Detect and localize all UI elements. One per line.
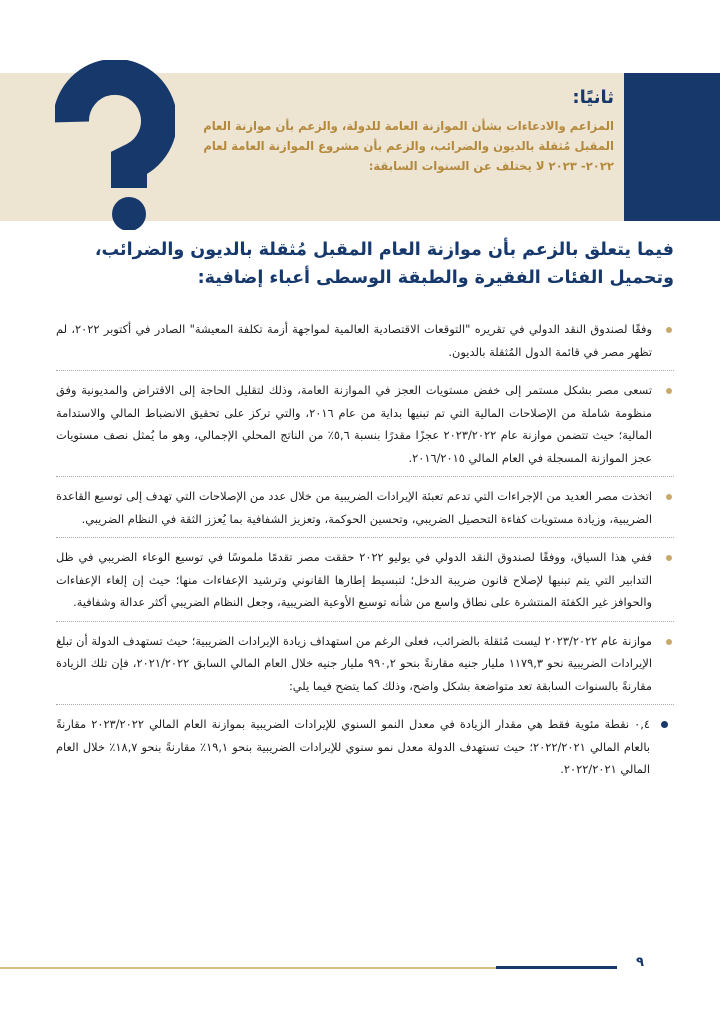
banner-text xyxy=(194,86,614,176)
footer-rule-gold xyxy=(0,967,496,969)
page-number: ٩ xyxy=(636,955,644,970)
banner-heading: ثانيًا: xyxy=(572,87,614,108)
list-item-text: ففي هذا السياق، ووفقًا لصندوق النقد الدولي في يوليو ٢٠٢٢ حققت مصر تقدمًا ملموسًا في توسيع الوعاء الضريبي في ظل التدابير التي يتم تبنيها لإصلاح قانون ضريبة الدخل؛ لتبسيط إطارها القانوني وترشيد الإعفاءات منها؛ حيث إن إلغاء الإعفاءات والحوافز غير الكفئة المنتشرة على نطاق واسع من شأنه توسيع الأوعية الضريبية، وجعل النظام الضريبي أكثر عدالة وشفافية. xyxy=(56,550,652,609)
bullet-icon xyxy=(666,639,672,645)
question-mark-icon xyxy=(55,60,175,230)
list-item-text: تسعى مصر بشكل مستمر إلى خفض مستويات العجز في الموازنة العامة، وذلك لتقليل الحاجة إلى الاقتراض والمديونية وفق منظومة شاملة من الإصلاحات المالية التي تم تبنيها بداية من عام ٢٠١٦، والتي تركز على تحقيق الانضباط المالي والاستدامة المالية؛ حيث تتضمن موازنة عام ٢٠٢٣/٢٠٢٢ عجزًا مقدرًا بنسبة ٥,٦٪ من الناتج المحلي الإجمالي، وهو ما يُمثل نصف مستويات عجز الموازنة المسجلة في العام المالي ٢٠١٦/٢٠١٥. xyxy=(56,383,652,465)
list-item xyxy=(56,546,674,614)
bullet-icon xyxy=(666,555,672,561)
bullet-icon xyxy=(666,327,672,333)
divider xyxy=(56,621,674,622)
divider xyxy=(56,537,674,538)
bullet-icon xyxy=(666,494,672,500)
bullet-icon xyxy=(666,388,672,394)
list-item-text: اتخذت مصر العديد من الإجراءات التي تدعم تعبئة الإيرادات الضريبية من خلال عدد من الإصلاحات التي تهدف إلى توسيع القاعدة الضريبية، وزيادة مستويات كفاءة التحصيل الضريبي، وتحسين الحوكمة، وتعزيز الشفافية بما يُعزز الثقة في النظام الضريبي. xyxy=(56,489,652,526)
banner-body: المزاعم والادعاءات بشأن الموازنة العامة للدولة، والزعم بأن موازنة العام المقبل مُثقلة بالديون والضرائب، والزعم بأن مشروع الموازنة العامة لعام ٢٠٢٢- ٢٠٢٣ لا يختلف عن السنوات السابقة: xyxy=(203,119,614,173)
sub-list-item xyxy=(56,713,674,781)
section-title: فيما يتعلق بالزعم بأن موازنة العام المقبل مُثقلة بالديون والضرائب، وتحميل الفئات الفقيرة والطبقة الوسطى أعباء إضافية: xyxy=(94,240,674,288)
list-item xyxy=(56,630,674,698)
list-item xyxy=(56,379,674,469)
list-item xyxy=(56,318,674,363)
divider xyxy=(56,704,674,705)
list-item xyxy=(56,485,674,530)
divider xyxy=(56,370,674,371)
sub-list-item-text: ٠,٤ نقطة مئوية فقط هي مقدار الزيادة في معدل النمو السنوي للإيرادات الضريبية بموازنة العام المالي ٢٠٢٣/٢٠٢٢ مقارنةً بالعام المالي ٢٠٢٢/٢٠٢١؛ حيث تستهدف الدولة معدل نمو سنوي للإيرادات الضريبية بنحو ١٩,١٪ مقارنةً بنحو ١٨,٧٪ خلال العام المالي ٢٠٢٢/٢٠٢١. xyxy=(56,717,651,776)
list-item-text: موازنة عام ٢٠٢٣/٢٠٢٢ ليست مُثقلة بالضرائب، فعلى الرغم من استهداف زيادة الإيرادات الضريبية؛ حيث تستهدف الدولة أن تبلغ الإيرادات الضريبية نحو ١١٧٩,٣ مليار جنيه مقارنةً بنحو ٩٩٠,٢ مليار جنيه خلال العام المالي السابق ٢٠٢١/٢٠٢٢، فإن تلك الزيادة مقارنةً بالسنوات السابقة تعد متواضعة بشكل واضح، وذلك كما يتضح فيما يلي: xyxy=(56,633,653,693)
content-body xyxy=(56,318,674,781)
divider xyxy=(56,476,674,477)
banner-accent-bar xyxy=(624,73,720,221)
footer-rule-navy xyxy=(496,966,617,969)
sub-bullet-icon xyxy=(661,721,668,728)
list-item-text: وفقًا لصندوق النقد الدولي في تقريره "التوقعات الاقتصادية العالمية لمواجهة أزمة تكلفة المعيشة" الصادر في أكتوبر ٢٠٢٢، لم تظهر مصر في قائمة الدول المُثقلة بالديون. xyxy=(56,322,652,359)
